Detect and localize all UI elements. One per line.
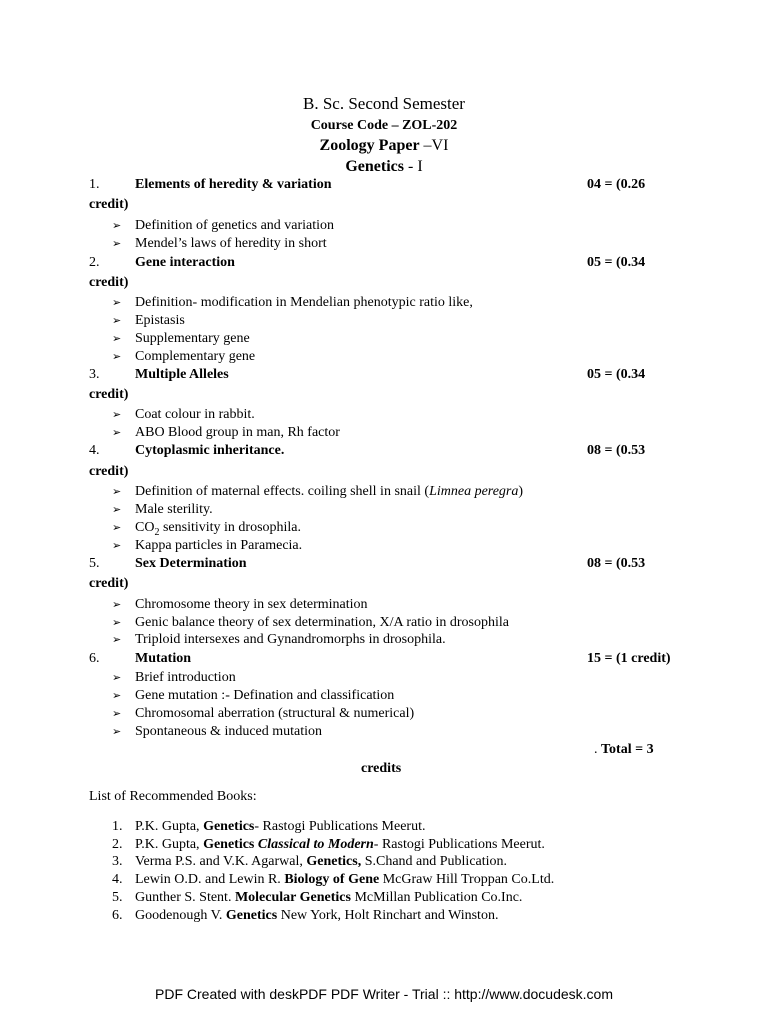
unit-marks: 05 = (0.34 [587,367,646,382]
list-item [112,406,255,424]
unit-credit: credit) [89,576,129,591]
paper-title [0,136,768,156]
book-title: Genetics [203,837,258,852]
unit-marks: 04 = (0.26 [587,177,646,192]
list-item [112,669,236,687]
book-publisher: McMillan Publication Co.Inc. [350,890,523,905]
list-item-text: Chromosome theory in sex determination [135,597,368,612]
list-item [112,235,327,253]
list-item-text: Definition of genetics and variation [135,218,335,233]
book-title: Genetics [203,819,255,834]
list-item-text: ) [518,484,524,499]
unit-credit: credit) [89,387,129,402]
total-prefix: . [594,742,601,757]
arrow-bullet-icon: ➢ [112,315,122,327]
unit-marks: 05 = (0.34 [587,255,646,270]
arrow-bullet-icon: ➢ [112,672,122,684]
course-code: Course Code – ZOL-202 [310,118,458,133]
book-publisher: - Rastogi Publications Meerut. [373,837,545,852]
book-publisher: McGraw Hill Troppan Co.Ltd. [379,872,555,887]
arrow-bullet-icon: ➢ [112,486,122,498]
book-author: Lewin O.D. and Lewin R. [135,872,285,887]
arrow-bullet-icon: ➢ [112,504,122,516]
arrow-bullet-icon: ➢ [112,726,122,738]
book-author: P.K. Gupta, [135,837,204,852]
species-name: Limnea peregra [429,484,519,499]
arrow-bullet-icon: ➢ [112,690,122,702]
list-item-text: Definition of maternal effects. coiling shell in snail ( [135,484,430,499]
list-item-text: Complementary gene [135,349,256,364]
list-item-text: ABO Blood group in man, Rh factor [135,425,340,440]
books-heading: List of Recommended Books: [89,789,257,804]
arrow-bullet-icon: ➢ [112,617,122,629]
list-item [112,596,368,614]
book-title: Genetics [225,908,278,923]
list-item [112,501,213,519]
book-author: Gunther S. Stent. [135,890,235,905]
list-item-text: Kappa particles in Paramecia. [135,538,303,553]
unit-number: 4. [89,443,100,458]
unit-credit: credit) [89,197,129,212]
unit-marks: 08 = (0.53 [587,556,646,571]
list-item [112,614,509,632]
list-item-text: Triploid intersexes and Gynandromorphs in drosophila. [135,632,446,647]
book-item [112,871,554,889]
unit-topic: Multiple Alleles [135,367,229,382]
unit-topic: Sex Determination [135,556,247,571]
book-item [112,836,545,854]
book-publisher: New York, Holt Rinchart and Winston. [277,908,499,923]
list-item [112,631,446,649]
total-credits: Total = 3 [601,742,654,757]
book-item [112,853,507,871]
book-number: 1. [112,819,123,834]
unit-topic: Mutation [135,651,191,666]
book-author: Verma P.S. and V.K. Agarwal, [135,854,307,869]
book-number: 5. [112,890,123,905]
list-item-text: Gene mutation :- Defination and classification [135,688,395,703]
total-credits-suffix: credits [361,761,402,776]
unit-topic: Elements of heredity & variation [135,177,332,192]
book-publisher: S.Chand and Publication. [361,854,508,869]
list-item [112,312,185,330]
unit-number: 3. [89,367,100,382]
list-item [112,217,334,235]
book-number: 2. [112,837,123,852]
arrow-bullet-icon: ➢ [112,427,122,439]
arrow-bullet-icon: ➢ [112,351,122,363]
list-item-text: Mendel’s laws of heredity in short [135,236,327,251]
unit-number: 2. [89,255,100,270]
unit-number: 1. [89,177,100,192]
list-item-text: Definition- modification in Mendelian phenotypic ratio like, [135,295,473,310]
list-item [112,294,473,312]
book-title: Molecular Genetics [234,890,351,905]
unit-marks: 08 = (0.53 [587,443,646,458]
book-publisher: - Rastogi Publications Meerut. [254,819,426,834]
book-number: 3. [112,854,123,869]
book-author: Goodenough V. [135,908,226,923]
book-subtitle: Classical to Modern [257,837,374,852]
list-item-text: Spontaneous & induced mutation [135,724,323,739]
arrow-bullet-icon: ➢ [112,409,122,421]
book-number: 4. [112,872,123,887]
list-item [112,687,394,705]
list-item [112,483,523,501]
list-item-text: Brief introduction [135,670,236,685]
book-item [112,889,522,907]
list-item-text: Genic balance theory of sex determination, X/A ratio in drosophila [135,615,510,630]
page-title: B. Sc. Second Semester [303,94,465,113]
arrow-bullet-icon: ➢ [112,634,122,646]
arrow-bullet-icon: ➢ [112,297,122,309]
paper-title-bold: Zoology Paper [319,137,420,154]
arrow-bullet-icon: ➢ [112,238,122,250]
list-item-text: Epistasis [135,313,185,328]
unit-marks: 15 = (1 credit) [587,651,671,666]
list-item [112,723,322,741]
subject-title [0,157,768,177]
arrow-bullet-icon: ➢ [112,522,122,534]
arrow-bullet-icon: ➢ [112,708,122,720]
paper-title-rest: –VI [419,137,449,154]
unit-credit: credit) [89,464,129,479]
list-item-text: sensitivity in drosophila. [159,520,302,535]
list-item-text: CO [135,520,155,535]
list-item [112,348,255,366]
arrow-bullet-icon: ➢ [112,540,122,552]
book-author: P.K. Gupta, [135,819,204,834]
subscript: 2 [154,526,160,538]
list-item [112,330,250,348]
book-number: 6. [112,908,123,923]
list-item-text: Chromosomal aberration (structural & numerical) [135,706,415,721]
list-item [112,424,340,442]
unit-topic: Cytoplasmic inheritance. [135,443,285,458]
list-item [112,537,302,555]
subject-title-rest: - I [404,158,423,175]
arrow-bullet-icon: ➢ [112,599,122,611]
arrow-bullet-icon: ➢ [112,220,122,232]
unit-topic: Gene interaction [135,255,235,270]
book-item [112,907,498,925]
unit-number: 6. [89,651,100,666]
list-item-text: Supplementary gene [135,331,250,346]
book-title: Genetics, [306,854,362,869]
book-title: Biology of Gene [284,872,380,887]
unit-number: 5. [89,556,100,571]
arrow-bullet-icon: ➢ [112,333,122,345]
list-item-text: Coat colour in rabbit. [135,407,255,422]
total-line [594,741,654,759]
list-item-text: Male sterility. [135,502,213,517]
book-item [112,818,425,836]
pdf-footer: PDF Created with deskPDF PDF Writer - Trial :: http://www.docudesk.com [155,986,613,1002]
unit-credit: credit) [89,275,129,290]
subject-title-bold: Genetics [345,158,404,175]
list-item [112,705,414,723]
